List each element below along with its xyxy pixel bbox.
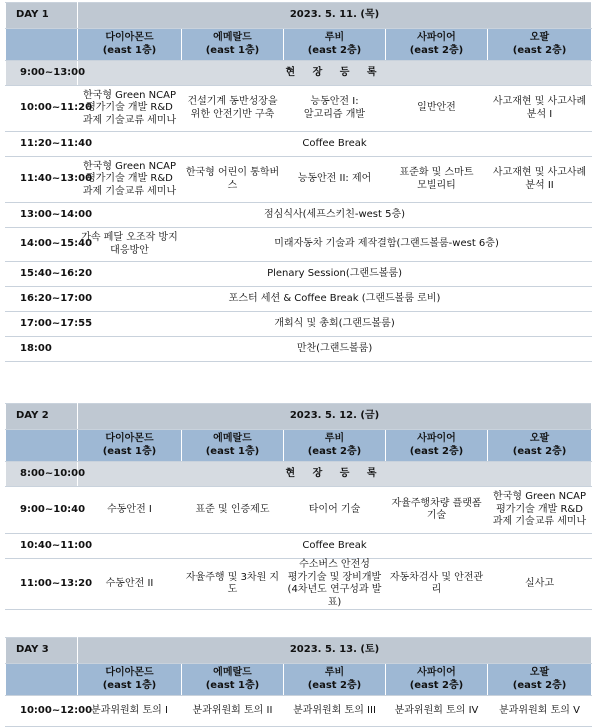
- time-column-header: [6, 29, 78, 61]
- venue-name: 다이아몬드: [105, 433, 154, 444]
- time-slot: 10:00~11:20: [6, 86, 78, 132]
- session-cell: 건설기계 동반성장을 위한 안전기반 구축: [182, 86, 284, 132]
- venue-location: (east 2층): [512, 44, 567, 56]
- time-column-header: [6, 430, 78, 462]
- session-cell: 사고재현 및 사고사례 분석 II: [488, 157, 592, 203]
- venue-header: [386, 664, 488, 696]
- session-cell: 현 장 등 록: [78, 61, 592, 86]
- session-cell: 자율주행 및 3차원 지도: [182, 559, 284, 610]
- session-cell: Plenary Session(그랜드볼룸): [78, 262, 592, 287]
- venue-header: [488, 29, 592, 61]
- session-cell: 한국형 어린이 통학버스: [182, 157, 284, 203]
- day-label: DAY 3: [6, 638, 78, 664]
- session-row: [6, 132, 592, 157]
- session-cell: 한국형 Green NCAP 평가기술 개발 R&D 과제 기술교류 세미나: [78, 157, 182, 203]
- time-slot: 8:00~10:00: [6, 462, 78, 487]
- venue-location: (east 2층): [512, 679, 567, 691]
- day-header-row: [6, 638, 592, 664]
- session-cell: 사고재현 및 사고사례 분석 I: [488, 86, 592, 132]
- registration-row: [6, 61, 592, 86]
- day-table: [5, 637, 592, 727]
- time-slot: 16:20~17:00: [6, 287, 78, 312]
- venue-name: 사파이어: [417, 433, 456, 444]
- session-cell: 능동안전 I: 알고리즘 개발: [284, 86, 386, 132]
- venue-name: 사파이어: [417, 667, 456, 678]
- venue-name: 에메랄드: [213, 32, 252, 43]
- venue-location: (east 2층): [307, 445, 362, 457]
- time-slot: 15:40~16:20: [6, 262, 78, 287]
- time-slot: 13:00~14:00: [6, 203, 78, 228]
- venue-name: 에메랄드: [213, 667, 252, 678]
- venue-header: [386, 29, 488, 61]
- day-date: 2023. 5. 12. (금): [78, 404, 592, 430]
- session-row: [6, 534, 592, 559]
- venue-header: [182, 29, 284, 61]
- session-cell: 타이어 기술: [284, 487, 386, 534]
- session-row: [6, 312, 592, 337]
- session-cell: 분과위원회 토의 IV: [386, 696, 488, 727]
- session-cell: Coffee Break: [78, 132, 592, 157]
- time-slot: 11:00~13:20: [6, 559, 78, 610]
- session-cell: 분과위원회 토의 I: [78, 696, 182, 727]
- session-row: [6, 228, 592, 262]
- venue-location: (east 2층): [409, 679, 464, 691]
- time-column-header: [6, 664, 78, 696]
- session-cell: 표준화 및 스마트 모빌리티: [386, 157, 488, 203]
- day-table: [5, 2, 592, 362]
- day-header-row: [6, 404, 592, 430]
- session-row: [6, 696, 592, 727]
- day-header-row: [6, 3, 592, 29]
- time-slot: 14:00~15:40: [6, 228, 78, 262]
- session-cell: 만찬(그랜드볼룸): [78, 337, 592, 362]
- session-row: [6, 287, 592, 312]
- day-label: DAY 2: [6, 404, 78, 430]
- session-cell: 자율주행차량 플랫폼 기술: [386, 487, 488, 534]
- session-cell: 일반안전: [386, 86, 488, 132]
- venue-header: [78, 664, 182, 696]
- day-label: DAY 1: [6, 3, 78, 29]
- time-slot: 10:40~11:00: [6, 534, 78, 559]
- session-row: [6, 262, 592, 287]
- venue-name: 오팔: [529, 667, 550, 678]
- session-cell: 수동안전 II: [78, 559, 182, 610]
- time-slot: 11:20~11:40: [6, 132, 78, 157]
- venue-location: (east 1층): [205, 679, 260, 691]
- session-cell: 표준 및 인증제도: [182, 487, 284, 534]
- session-cell: 분과위원회 토의 V: [488, 696, 592, 727]
- time-slot: 10:00~12:00: [6, 696, 78, 727]
- venue-header: [284, 664, 386, 696]
- time-slot: 18:00: [6, 337, 78, 362]
- venue-location: (east 2층): [307, 44, 362, 56]
- venue-location: (east 1층): [205, 44, 260, 56]
- session-cell: 한국형 Green NCAP 평가기술 개발 R&D 과제 기술교류 세미나: [488, 487, 592, 534]
- venue-location: (east 1층): [205, 445, 260, 457]
- venue-header: [284, 29, 386, 61]
- time-slot: 9:00~10:40: [6, 487, 78, 534]
- day-table: [5, 403, 592, 610]
- venue-location: (east 1층): [102, 445, 157, 457]
- session-cell: 한국형 Green NCAP 평가기술 개발 R&D 과제 기술교류 세미나: [78, 86, 182, 132]
- session-cell: 능동안전 II: 제어: [284, 157, 386, 203]
- venue-header: [488, 430, 592, 462]
- session-cell: 포스터 세션 & Coffee Break (그랜드볼룸 로비): [78, 287, 592, 312]
- session-cell: 미래자동차 기술과 제작결함(그랜드볼룸-west 6층): [182, 228, 592, 262]
- session-row: [6, 487, 592, 534]
- venue-name: 에메랄드: [213, 433, 252, 444]
- day-date: 2023. 5. 11. (목): [78, 3, 592, 29]
- venue-name: 다이아몬드: [105, 32, 154, 43]
- session-cell: 현 장 등 록: [78, 462, 592, 487]
- session-row: [6, 86, 592, 132]
- time-slot: 11:40~13:00: [6, 157, 78, 203]
- session-row: [6, 337, 592, 362]
- session-cell: 수소버스 안전성 평가기술 및 장비개발 (4차년도 연구성과 발표): [284, 559, 386, 610]
- registration-row: [6, 462, 592, 487]
- venue-header-row: [6, 430, 592, 462]
- session-row: [6, 203, 592, 228]
- venue-header-row: [6, 29, 592, 61]
- session-cell: 자동차검사 및 안전관리: [386, 559, 488, 610]
- venue-name: 루비: [324, 667, 345, 678]
- session-cell: 가속 페달 오조작 방지 대응방안: [78, 228, 182, 262]
- venue-header: [78, 29, 182, 61]
- venue-location: (east 1층): [102, 44, 157, 56]
- venue-header-row: [6, 664, 592, 696]
- venue-name: 루비: [324, 32, 345, 43]
- venue-name: 루비: [324, 433, 345, 444]
- session-cell: 실사고: [488, 559, 592, 610]
- session-cell: 개회식 및 총회(그랜드볼룸): [78, 312, 592, 337]
- venue-name: 다이아몬드: [105, 667, 154, 678]
- session-row: [6, 157, 592, 203]
- session-cell: 수동안전 I: [78, 487, 182, 534]
- venue-location: (east 2층): [307, 679, 362, 691]
- venue-name: 사파이어: [417, 32, 456, 43]
- session-cell: 점심식사(세프스키친-west 5층): [78, 203, 592, 228]
- venue-location: (east 2층): [409, 44, 464, 56]
- venue-location: (east 2층): [409, 445, 464, 457]
- venue-header: [78, 430, 182, 462]
- session-cell: Coffee Break: [78, 534, 592, 559]
- venue-header: [488, 664, 592, 696]
- session-cell: 분과위원회 토의 III: [284, 696, 386, 727]
- venue-name: 오팔: [529, 433, 550, 444]
- session-row: [6, 559, 592, 610]
- venue-name: 오팔: [529, 32, 550, 43]
- venue-location: (east 2층): [512, 445, 567, 457]
- venue-header: [386, 430, 488, 462]
- venue-location: (east 1층): [102, 679, 157, 691]
- venue-header: [182, 430, 284, 462]
- venue-header: [284, 430, 386, 462]
- time-slot: 9:00~13:00: [6, 61, 78, 86]
- day-date: 2023. 5. 13. (토): [78, 638, 592, 664]
- time-slot: 17:00~17:55: [6, 312, 78, 337]
- venue-header: [182, 664, 284, 696]
- session-cell: 분과위원회 토의 II: [182, 696, 284, 727]
